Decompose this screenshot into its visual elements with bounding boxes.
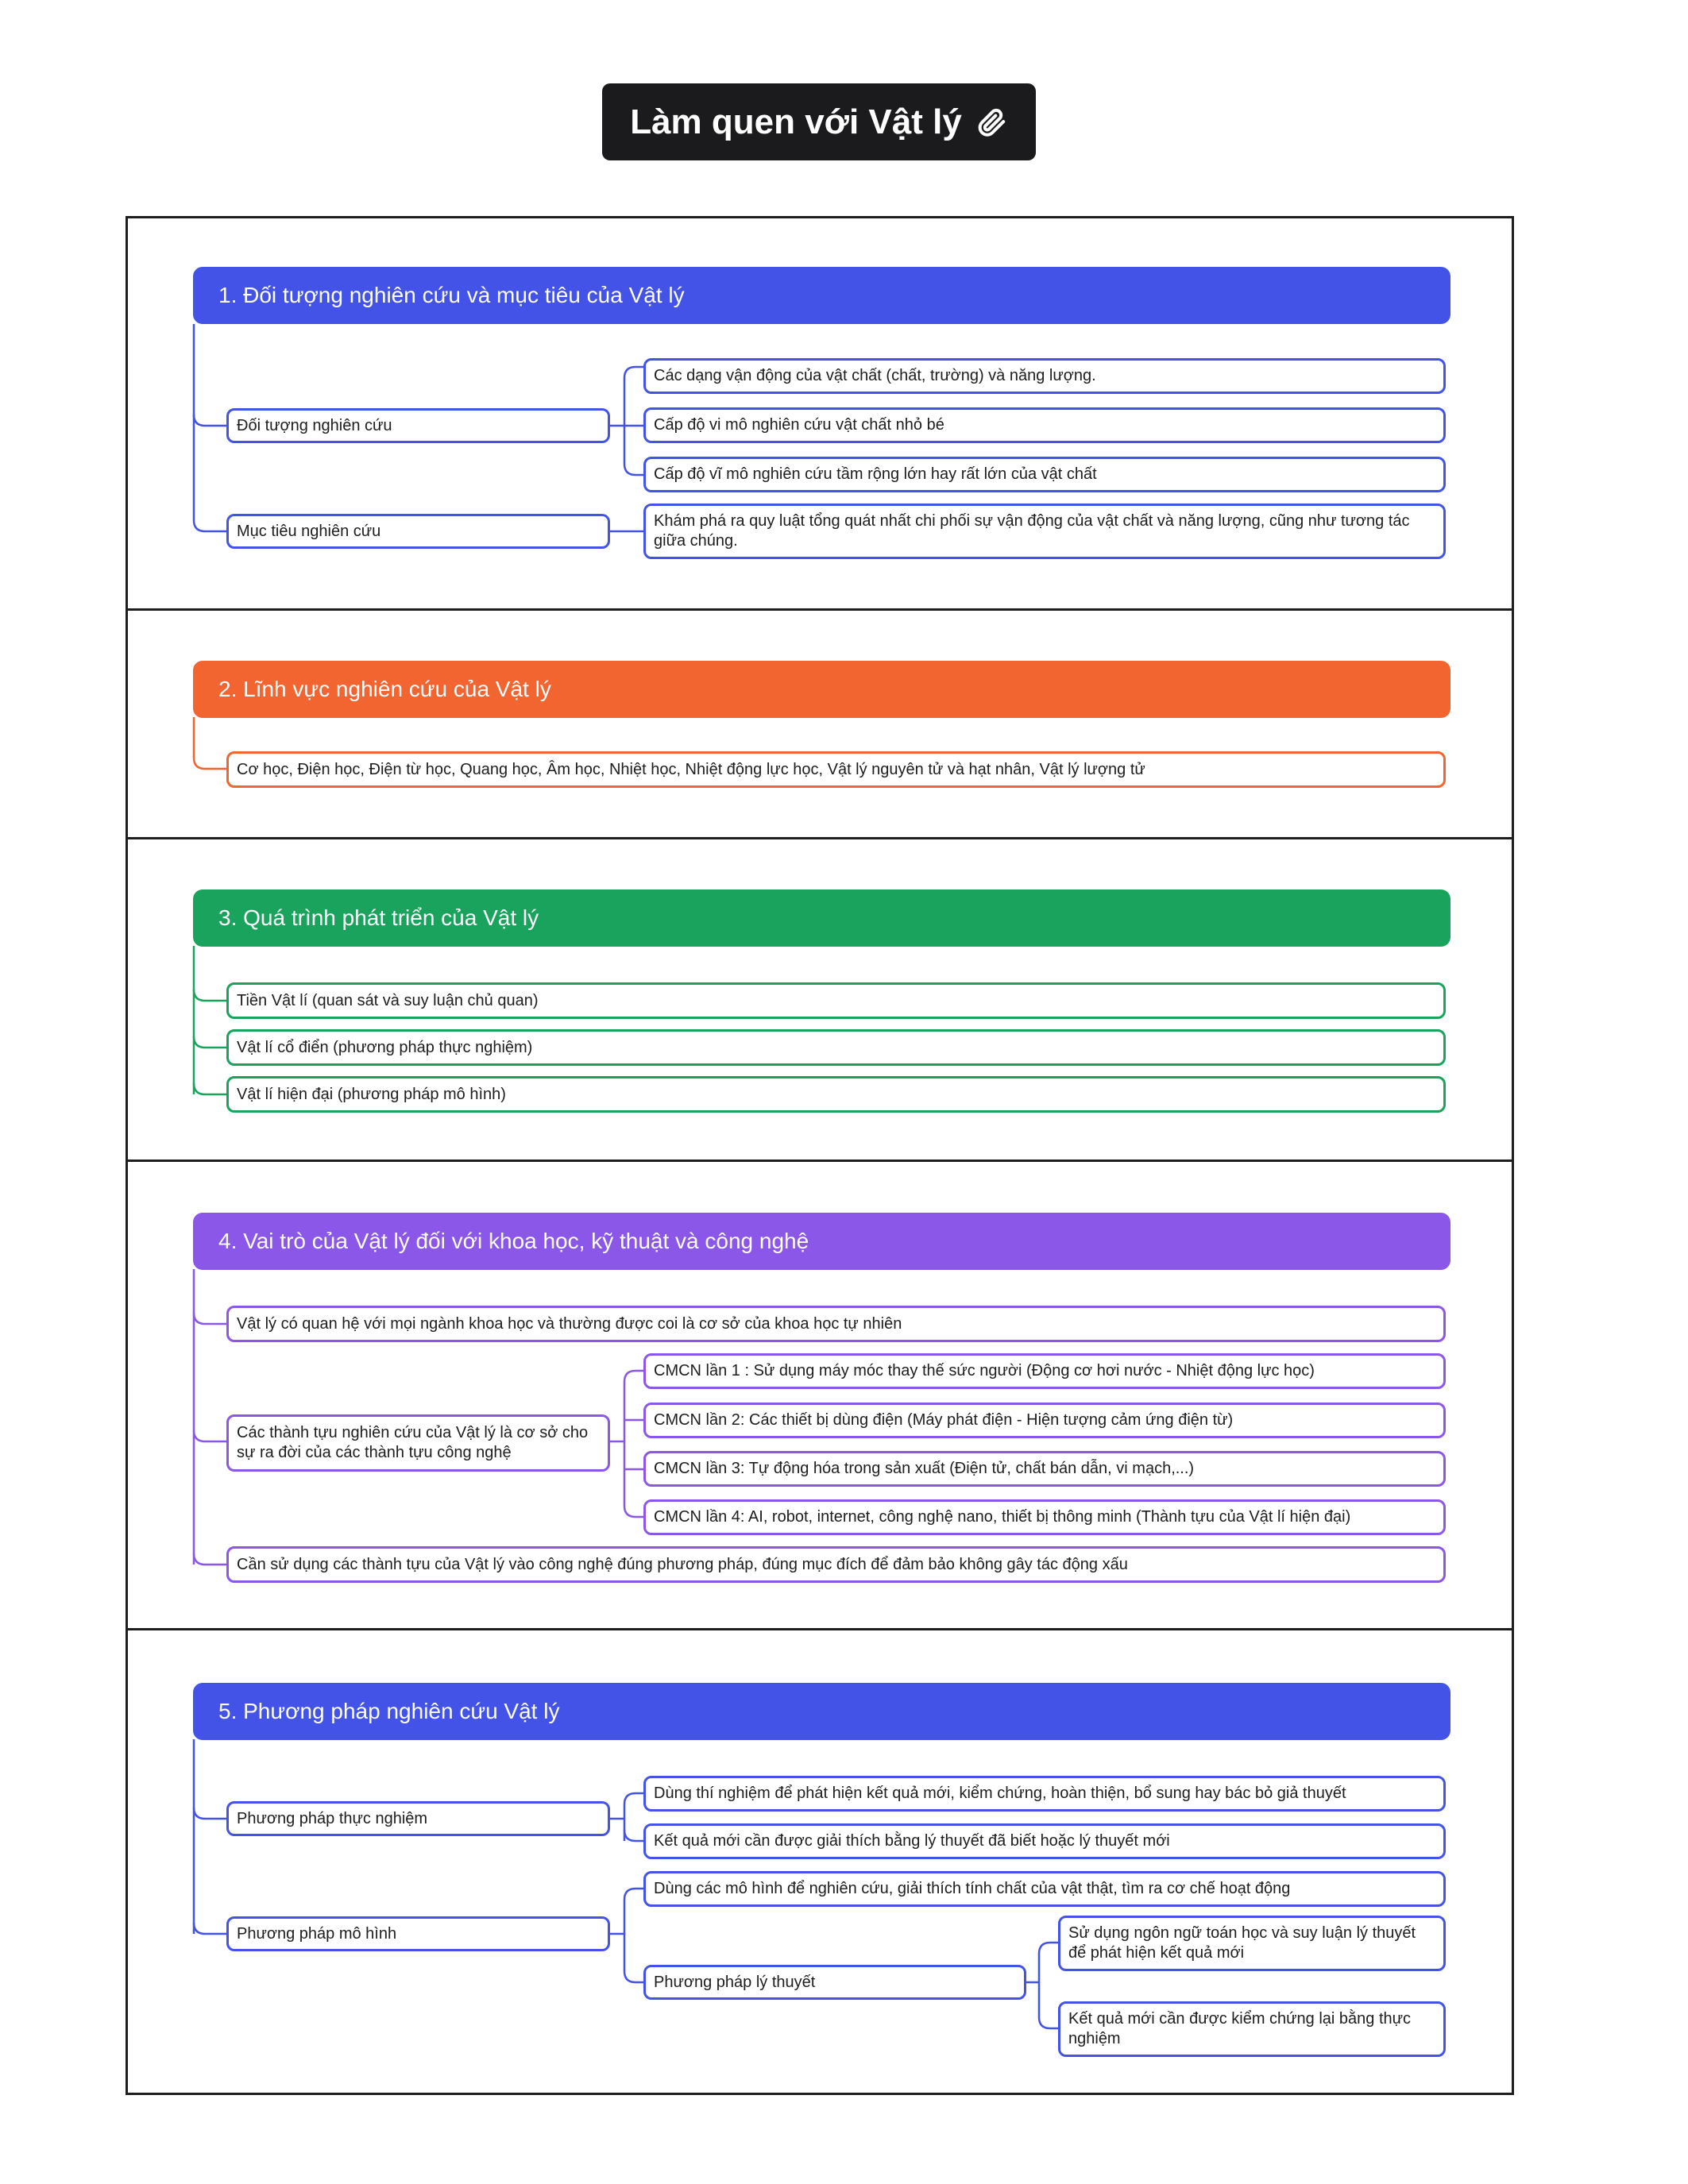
node-vat-li-co-dien[interactable]: [226, 1029, 1446, 1066]
node-label: CMCN lần 3: Tự động hóa trong sản xuất (Điện tử, chất bán dẫn, vi mạch,...): [654, 1460, 1195, 1477]
section-5-header-text: 5. Phương pháp nghiên cứu Vật lý: [218, 1699, 560, 1723]
node-linh-vuc[interactable]: [226, 751, 1446, 788]
node-phuong-phap-thuc-nghiem[interactable]: [226, 1801, 610, 1836]
section-divider: [126, 608, 1514, 611]
node-label: Dùng các mô hình để nghiên cứu, giải thích tính chất của vật thật, tìm ra cơ chế hoạt động: [654, 1880, 1291, 1897]
node-label: Vật lí hiện đại (phương pháp mô hình): [237, 1085, 506, 1103]
node-label: Kết quả mới cần được giải thích bằng lý thuyết đã biết hoặc lý thuyết mới: [654, 1832, 1170, 1850]
node-label: Sử dụng ngôn ngữ toán học và suy luận lý thuyết để phát hiện kết quả mới: [1068, 1924, 1416, 1962]
section-5-header[interactable]: [193, 1683, 1450, 1740]
node-kiem-chung-thuc-nghiem[interactable]: [1058, 2001, 1446, 2057]
node-label: Mục tiêu nghiên cứu: [237, 522, 381, 540]
node-cap-do-vi-mo[interactable]: [643, 407, 1446, 443]
node-label: CMCN lần 4: AI, robot, internet, công nghệ nano, thiết bị thông minh (Thành tựu của Vật lí hiện đại): [654, 1508, 1351, 1526]
node-label: Cần sử dụng các thành tựu của Vật lý vào công nghệ đúng phương pháp, đúng mục đích để đảm bảo không gây tác động xấu: [237, 1555, 1128, 1573]
node-phuong-phap-mo-hinh[interactable]: [226, 1916, 610, 1951]
node-dung-mo-hinh[interactable]: [643, 1871, 1446, 1907]
section-2-header-text: 2. Lĩnh vực nghiên cứu của Vật lý: [218, 677, 551, 701]
map-title-text: Làm quen với Vật lý: [630, 102, 962, 141]
node-vat-li-hien-dai[interactable]: [226, 1076, 1446, 1113]
node-label: Khám phá ra quy luật tổng quát nhất chi phối sự vận động của vật chất và năng lượng, cũng như tương tác giữa chúng.: [654, 512, 1410, 550]
section-divider: [126, 837, 1514, 839]
node-label: Các thành tựu nghiên cứu của Vật lý là cơ sở cho sự ra đời của các thành tựu công nghệ: [237, 1424, 589, 1461]
node-label: Phương pháp mô hình: [237, 1924, 397, 1943]
paperclip-icon[interactable]: [976, 106, 1008, 138]
node-cmcn-2[interactable]: [643, 1403, 1446, 1438]
node-ket-qua-giai-thich[interactable]: [643, 1823, 1446, 1859]
node-label: Kết quả mới cần được kiểm chứng lại bằng thực nghiệm: [1068, 2010, 1412, 2047]
node-kham-pha-quy-luat[interactable]: [643, 504, 1446, 559]
node-label: Các dạng vận động của vật chất (chất, trường) và năng lượng.: [654, 367, 1096, 384]
node-label: CMCN lần 1 : Sử dụng máy móc thay thế sức người (Động cơ hơi nước - Nhiệt động lực học): [654, 1362, 1315, 1379]
node-cmcn-4[interactable]: [643, 1499, 1446, 1535]
section-divider: [126, 1160, 1514, 1162]
node-thanh-tuu-co-so[interactable]: [226, 1414, 610, 1472]
node-label: Tiền Vật lí (quan sát và suy luận chủ quan): [237, 991, 539, 1009]
node-cmcn-1[interactable]: [643, 1353, 1446, 1389]
node-label: Cấp độ vĩ mô nghiên cứu tầm rộng lớn hay rất lớn của vật chất: [654, 465, 1097, 483]
node-phuong-phap-ly-thuyet[interactable]: [643, 1965, 1026, 2000]
node-muc-tieu-nghien-cuu[interactable]: [226, 514, 610, 549]
node-label: CMCN lần 2: Các thiết bị dùng điện (Máy phát điện - Hiện tượng cảm ứng điện từ): [654, 1411, 1234, 1429]
node-label: Cơ học, Điện học, Điện từ học, Quang học, Âm học, Nhiệt học, Nhiệt động lực học, Vật lý nguyên tử và hạt nhân, Vật lý lượng tử: [237, 760, 1145, 778]
node-cap-do-vi-mo-lon[interactable]: [643, 457, 1446, 492]
node-label: Phương pháp thực nghiệm: [237, 1809, 428, 1827]
section-2-header[interactable]: [193, 661, 1450, 718]
node-dung-thi-nghiem[interactable]: [643, 1776, 1446, 1812]
section-1-header[interactable]: [193, 267, 1450, 324]
section-3-header[interactable]: [193, 889, 1450, 947]
section-1-header-text: 1. Đối tượng nghiên cứu và mục tiêu của Vật lý: [218, 283, 685, 307]
node-doi-tuong-nghien-cuu[interactable]: [226, 408, 610, 443]
section-4-header[interactable]: [193, 1213, 1450, 1270]
node-cac-dang-van-dong[interactable]: [643, 358, 1446, 394]
node-tien-vat-li[interactable]: [226, 982, 1446, 1019]
node-su-dung-dung-phuong-phap[interactable]: [226, 1546, 1446, 1583]
node-ngon-ngu-toan-hoc[interactable]: [1058, 1916, 1446, 1971]
node-label: Cấp độ vi mô nghiên cứu vật chất nhỏ bé: [654, 416, 944, 434]
node-label: Vật lí cổ điển (phương pháp thực nghiệm): [237, 1038, 533, 1056]
map-title: [602, 83, 1036, 160]
section-4-header-text: 4. Vai trò của Vật lý đối với khoa học, kỹ thuật và công nghệ: [218, 1229, 809, 1253]
node-label: Dùng thí nghiệm để phát hiện kết quả mới, kiểm chứng, hoàn thiện, bổ sung hay bác bỏ giả thuyết: [654, 1785, 1346, 1802]
section-3-header-text: 3. Quá trình phát triển của Vật lý: [218, 905, 539, 930]
node-label: Vật lý có quan hệ với mọi ngành khoa học và thường được coi là cơ sở của khoa học tự nhiên: [237, 1314, 902, 1333]
node-label: Phương pháp lý thuyết: [654, 1973, 816, 1991]
node-label: Đối tượng nghiên cứu: [237, 416, 392, 434]
node-cmcn-3[interactable]: [643, 1451, 1446, 1487]
section-divider: [126, 1628, 1514, 1630]
node-quan-he-khoa-hoc[interactable]: [226, 1306, 1446, 1342]
